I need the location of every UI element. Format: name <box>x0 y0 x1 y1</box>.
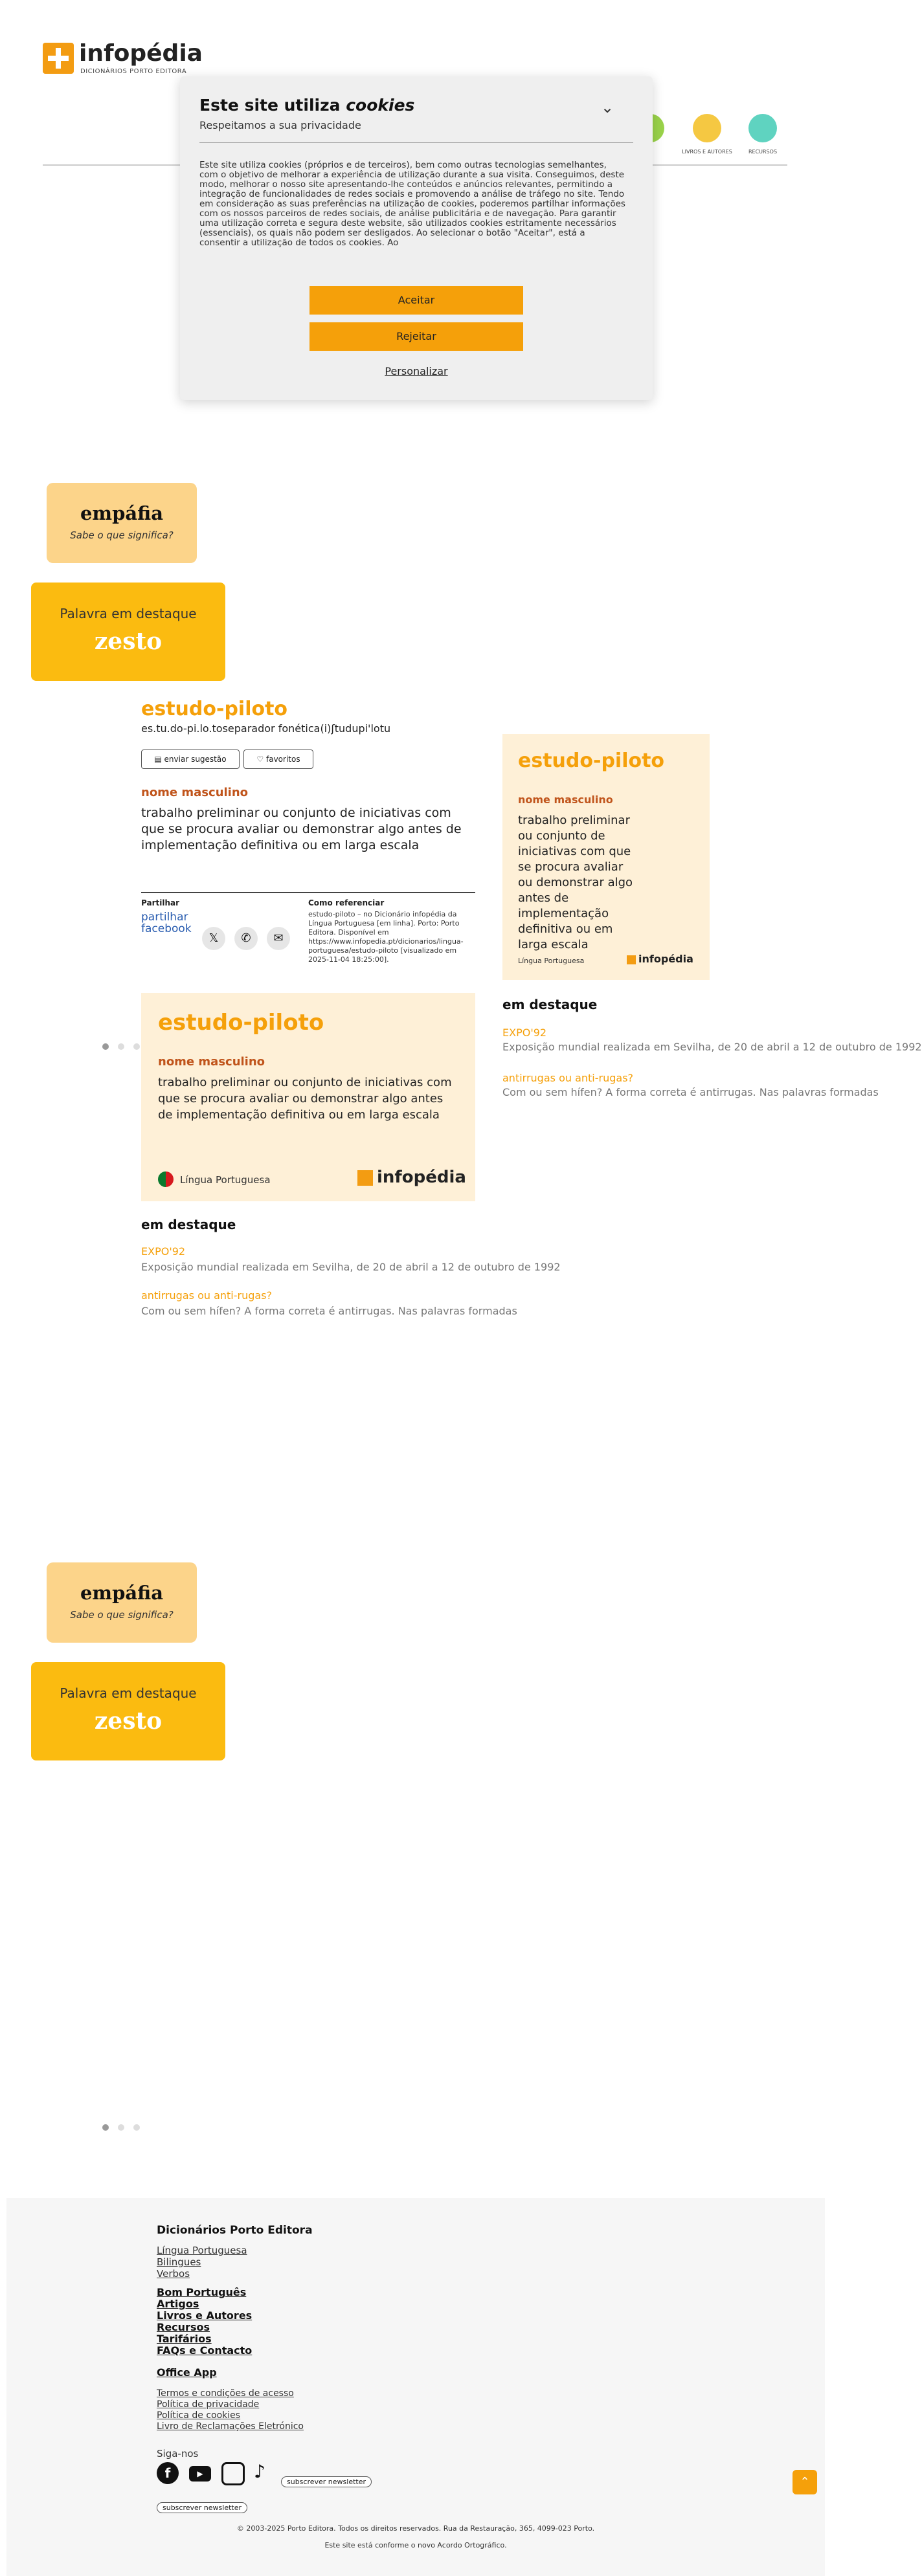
carousel-dot[interactable] <box>133 2124 140 2131</box>
customize-link[interactable]: Personalizar <box>385 365 448 377</box>
logo-icon[interactable] <box>43 43 74 74</box>
share-card-large-gram: nome masculino <box>158 1055 265 1069</box>
grammatical-class: nome masculino <box>141 786 249 799</box>
footer-link[interactable]: Artigos <box>157 2298 199 2310</box>
definition: trabalho preliminar ou conjunto de iniciativas com que se procura avaliar ou demonstrar algo antes de implementação definitiva ou em larga escala <box>141 806 462 852</box>
instagram-icon[interactable] <box>221 2462 245 2485</box>
share-card-definition: trabalho preliminar ou conjunto de iniciativas com que se procura avaliar ou demonstrar algo antes de implementação definitiva ou em larga escala <box>518 814 633 951</box>
share-label: Partilhar <box>141 898 180 907</box>
cookie-divider <box>199 142 633 143</box>
destaque-heading-right: em destaque <box>502 997 598 1012</box>
share-card-gram: nome masculino <box>518 794 613 806</box>
carousel-dot[interactable] <box>102 2124 109 2131</box>
agreement-note: Este site está conforme o novo Acordo Ortográfico. <box>324 2541 507 2549</box>
footer-legal-link[interactable]: Termos e condições de acesso <box>157 2388 294 2399</box>
reference-text: estudo-piloto – no Dicionário infopédia da Língua Portuguesa [em linha]. Porto: Porto Editora. Disponível em https://www.infopedia.pt/dicionarios/lingua-portuguesa/estudo-piloto [visualizado em 2025-11-04 18:25:00]. <box>308 910 464 964</box>
word-of-day-sub: Sabe o que significa? <box>70 1609 174 1621</box>
footer <box>6 2198 825 2576</box>
featured-word-card[interactable] <box>31 583 225 681</box>
word-of-day-sub: Sabe o que significa? <box>70 529 174 541</box>
newsletter-button[interactable]: subscrever newsletter <box>281 2476 372 2487</box>
featured-word: zesto <box>94 1707 163 1735</box>
whatsapp-icon[interactable]: ✆ <box>234 927 258 950</box>
entry-title: estudo-piloto <box>141 698 288 720</box>
x-icon[interactable]: 𝕏 <box>202 927 225 950</box>
share-card-large-definition: trabalho preliminar ou conjunto de iniciativas com que se procura avaliar ou demonstrar algo antes de implementação definitiva ou em larga escala <box>158 1076 452 1122</box>
book-icon[interactable] <box>693 114 721 142</box>
carousel-dot[interactable] <box>118 2124 124 2131</box>
footer-heading: Dicionários Porto Editora <box>157 2224 313 2237</box>
share-card-large-logo: infopédia <box>357 1168 466 1187</box>
carousel-dot[interactable] <box>102 1043 109 1050</box>
destaque-item-title[interactable]: EXPO'92 <box>141 1245 186 1258</box>
footer-link[interactable]: Livros e Autores <box>157 2309 253 2322</box>
accept-button[interactable]: Aceitar <box>309 286 523 315</box>
featured-word: zesto <box>94 628 163 655</box>
tiktok-icon[interactable]: ♪ <box>254 2461 265 2482</box>
destaque-item-desc: Com ou sem hífen? A forma correta é antirrugas. Nas palavras formadas <box>502 1086 879 1098</box>
cookie-subtitle: Respeitamos a sua privacidade <box>199 119 361 131</box>
destaque-item-title[interactable]: antirrugas ou anti-rugas? <box>502 1072 634 1084</box>
destaque-item-title[interactable]: EXPO'92 <box>502 1027 547 1039</box>
carousel-dot[interactable] <box>133 1043 140 1050</box>
share-card-right <box>502 734 710 980</box>
chevron-down-icon[interactable]: ⌄ <box>601 98 614 117</box>
site-logo-subtitle: DICIONÁRIOS PORTO EDITORA <box>80 68 187 75</box>
featured-label: Palavra em destaque <box>60 1685 197 1701</box>
word-of-day-card-2[interactable] <box>47 1562 197 1643</box>
share-card-large-word: estudo-piloto <box>158 1010 324 1036</box>
nav-label-recursos[interactable]: RECURSOS <box>748 149 778 155</box>
share-card-large <box>141 993 475 1201</box>
destaque-item-desc: Exposição mundial realizada em Sevilha, de 20 de abril a 12 de outubro de 1992 <box>141 1261 561 1273</box>
suggest-button[interactable]: ▤ enviar sugestão <box>141 749 240 769</box>
nav-label-livros[interactable]: LIVROS E AUTORES <box>682 149 732 155</box>
footer-legal-link[interactable]: Livro de Reclamações Eletrónico <box>157 2421 304 2432</box>
word-of-day-card[interactable] <box>47 483 197 563</box>
footer-link[interactable]: Recursos <box>157 2321 210 2333</box>
facebook-share[interactable]: partilhar facebook <box>141 911 192 935</box>
featured-label: Palavra em destaque <box>60 606 197 621</box>
carousel-dot[interactable] <box>118 1043 124 1050</box>
share-card-source: Língua Portuguesa <box>518 957 585 965</box>
share-card-logo: infopédia <box>627 953 693 965</box>
word-of-day: empáfia <box>80 502 164 524</box>
cookie-modal <box>180 76 653 400</box>
back-to-top-icon[interactable]: ⌃ <box>793 2470 817 2494</box>
cookie-title: Este site utiliza cookies <box>199 96 415 115</box>
newsletter-button-2[interactable]: subscrever newsletter <box>157 2502 247 2513</box>
portugal-flag-icon <box>158 1171 174 1187</box>
youtube-icon[interactable]: ▶ <box>189 2466 211 2482</box>
footer-link[interactable]: FAQs e Contacto <box>157 2344 253 2357</box>
footer-link[interactable]: Tarifários <box>157 2333 212 2345</box>
site-logo[interactable]: infopédia <box>79 40 203 67</box>
cookie-text: Este site utiliza cookies (próprios e de terceiros), bem como outras tecnologias semelhantes, com o objetivo de melhorar a experiência de utilização durante a sua visita. Conseguimos, deste modo, melhorar o nosso site apresentando-lhe conteúdos e anúncios relevantes, permitindo a integração de funcionalidades de redes sociais e promovendo a análise de tráfego no site. Tendo em consideração as suas preferências na utilização de cookies, poderemos partilhar informações com os nossos parceiros de redes sociais, de análise publicitária e de navegação. Para garantir uma utilização correta e segura deste website, são utilizados cookies estritamente necessários (essenciais), os quais não podem ser desligados. Ao selecionar o botão "Aceitar", está a consentir a utilização de todos os cookies. Ao <box>199 160 625 248</box>
word-of-day: empáfia <box>80 1582 164 1604</box>
destaque-heading: em destaque <box>141 1217 236 1232</box>
favorites-button[interactable]: ♡ favoritos <box>243 749 313 769</box>
destaque-item-desc: Com ou sem hífen? A forma correta é antirrugas. Nas palavras formadas <box>141 1305 517 1317</box>
featured-word-card-2[interactable] <box>31 1662 225 1760</box>
footer-legal-link[interactable]: Política de privacidade <box>157 2399 260 2410</box>
footer-link[interactable]: Bilingues <box>157 2256 201 2268</box>
share-card-word: estudo-piloto <box>518 749 665 772</box>
share-card-large-source: Língua Portuguesa <box>180 1174 271 1186</box>
footer-legal-link[interactable]: Política de cookies <box>157 2410 241 2421</box>
facebook-icon[interactable]: f <box>157 2462 179 2484</box>
phonetic: es.tu.do-pi.lo.toseparador fonética(i)ʃtudupi'lotu <box>141 722 391 735</box>
follow-label: Siga-nos <box>157 2448 199 2459</box>
copyright: © 2003-2025 Porto Editora. Todos os direitos reservados. Rua da Restauração, 365, 4099-023 Porto. <box>236 2524 595 2533</box>
email-icon[interactable]: ✉ <box>267 927 290 950</box>
footer-link[interactable]: Verbos <box>157 2268 190 2280</box>
reference-label: Como referenciar <box>308 898 385 907</box>
footer-link[interactable]: Bom Português <box>157 2286 247 2298</box>
resources-icon[interactable] <box>748 114 777 142</box>
footer-link[interactable]: Língua Portuguesa <box>157 2245 247 2256</box>
destaque-item-title[interactable]: antirrugas ou anti-rugas? <box>141 1289 273 1302</box>
cookie-title-em: cookies <box>346 96 415 115</box>
office-app-link[interactable]: Office App <box>157 2366 217 2379</box>
phonetic-image-alt: separador fonética(i)ʃtudupi'lotu <box>222 722 391 735</box>
reject-button[interactable]: Rejeitar <box>309 322 523 351</box>
share-divider <box>141 892 475 893</box>
destaque-item-desc: Exposição mundial realizada em Sevilha, de 20 de abril a 12 de outubro de 1992 <box>502 1041 922 1053</box>
